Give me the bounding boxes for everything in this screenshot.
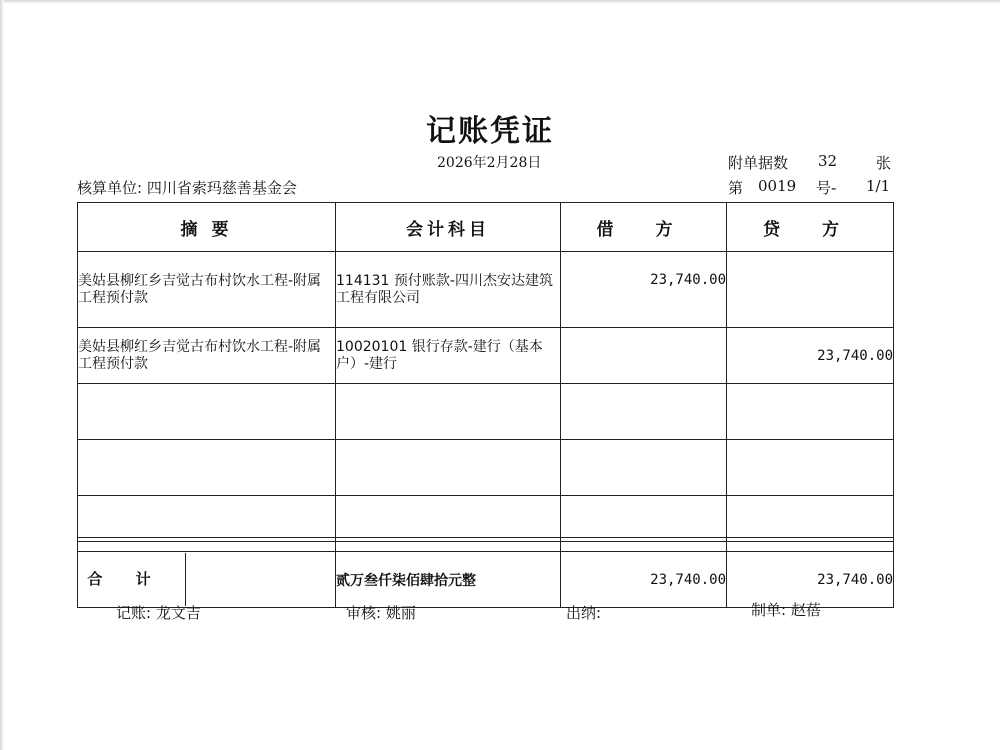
table-row (78, 252, 894, 328)
accounting-unit-label: 核算单位: (77, 179, 143, 197)
total-credit: 23,740.00 (727, 552, 894, 608)
entry-account: 114131 预付账款-四川杰安达建筑工程有限公司 (336, 252, 561, 328)
entry-debit (561, 328, 727, 384)
reviewer-name: 姚丽 (385, 604, 416, 622)
attachment-count (728, 152, 892, 173)
voucher-number-suffix: 号- (816, 179, 837, 197)
bookkeeper-name: 龙文吉 (155, 604, 201, 622)
table-row-empty (78, 496, 894, 552)
signature-reviewer (346, 602, 416, 623)
voucher-title: 记账凭证 (426, 114, 554, 149)
header-debit: 借 方 (561, 203, 727, 252)
header-account: 会计科目 (336, 203, 561, 252)
signature-preparer (751, 599, 821, 620)
voucher-page: 1/1 (866, 177, 891, 195)
entry-credit (727, 252, 894, 328)
bookkeeper-label: 记账: (116, 604, 152, 622)
voucher-number (728, 177, 891, 198)
attachment-number: 32 (818, 152, 838, 170)
total-debit: 23,740.00 (561, 552, 727, 608)
voucher-number-prefix: 第 (728, 179, 744, 197)
table-row-empty (78, 440, 894, 496)
entry-debit: 23,740.00 (561, 252, 727, 328)
voucher-number-value: 0019 (758, 177, 797, 195)
accounting-unit-name: 四川省索玛慈善基金会 (146, 179, 297, 197)
total-label (78, 552, 336, 608)
total-label-text: 合 计 (87, 570, 165, 588)
signature-cashier (566, 602, 601, 623)
table-header-row (78, 203, 894, 252)
table-row (78, 328, 894, 384)
header-credit: 贷 方 (727, 203, 894, 252)
voucher-date: 2026年2月28日 (437, 155, 542, 171)
accounting-unit (77, 177, 297, 198)
scan-edge (0, 0, 1000, 4)
entry-summary: 美姑县柳红乡吉觉古布村饮水工程-附属工程预付款 (78, 328, 336, 384)
preparer-label: 制单: (751, 601, 787, 619)
attachment-label: 附单据数 (728, 154, 789, 172)
reviewer-label: 审核: (346, 604, 382, 622)
entry-summary: 美姑县柳红乡吉觉古布村饮水工程-附属工程预付款 (78, 252, 336, 328)
voucher-table (77, 202, 894, 608)
attachment-unit: 张 (876, 154, 892, 172)
entry-credit: 23,740.00 (727, 328, 894, 384)
cashier-label: 出纳: (566, 604, 602, 622)
total-divider (77, 537, 893, 542)
signature-bookkeeper (116, 602, 201, 623)
total-amount-words: 贰万叁仟柒佰肆拾元整 (336, 552, 561, 608)
entry-account: 10020101 银行存款-建行（基本户）-建行 (336, 328, 561, 384)
header-summary: 摘 要 (78, 203, 336, 252)
preparer-name: 赵蓓 (790, 601, 821, 619)
table-row-empty (78, 384, 894, 440)
